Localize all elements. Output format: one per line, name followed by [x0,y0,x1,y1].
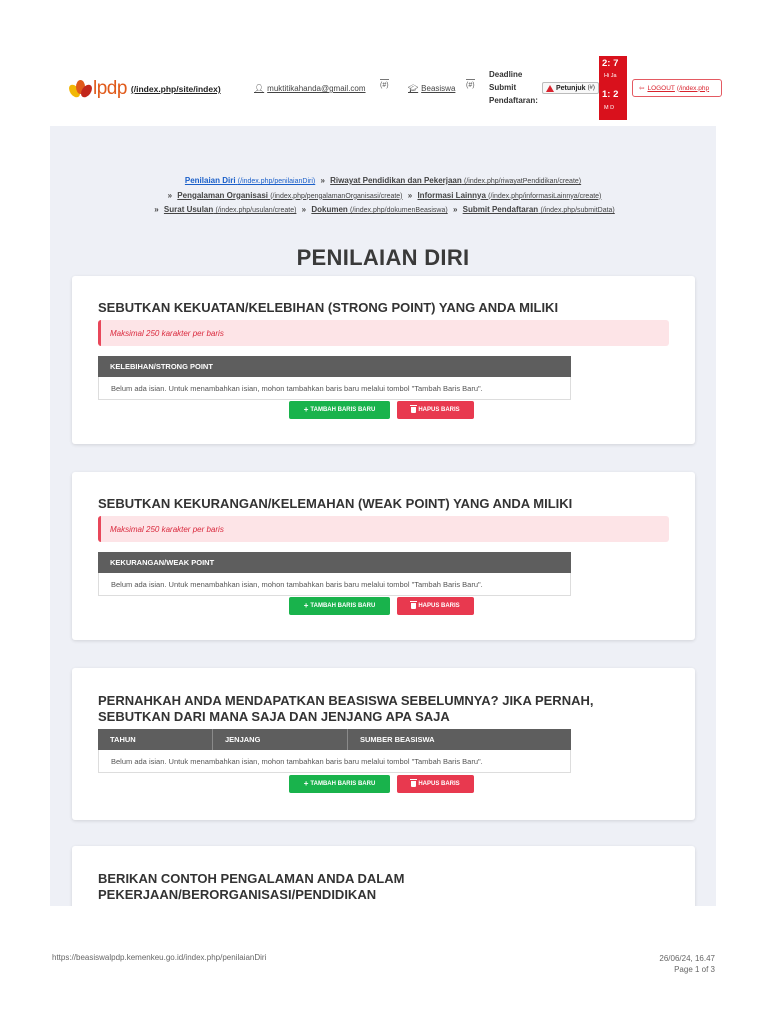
add-row-button[interactable]: + TAMBAH BARIS BARU [289,775,390,793]
delete-row-button[interactable]: HAPUS BARIS [397,401,474,419]
step-line-1 [50,174,716,189]
step-separator-icon: » [407,190,413,200]
section-card-previous-scholarship [72,668,695,820]
plus-icon: + [303,601,309,610]
step-surat-usulan[interactable]: Surat Usulan (/index.php/usulan/create) [163,205,297,214]
petunjuk-hash: (#) [587,85,595,91]
step-pengalaman-organisasi[interactable]: Pengalaman Organisasi (/index.php/pengalamanOrganisasi/create) [177,190,403,200]
step-penilaian-diri[interactable]: Penilaian Diri (/index.php/penilaianDiri) [184,176,316,185]
logo-url[interactable]: (/index.php/site/index) [130,84,221,94]
section-card-strong-point [72,276,695,444]
step-line-3 [50,203,716,218]
logout-button[interactable] [632,79,722,97]
delete-row-button[interactable]: HAPUS BARIS [397,775,474,793]
strong-point-table [98,356,571,400]
user-email[interactable]: muktitikahanda@gmail.com [267,84,366,93]
table-header [98,552,571,573]
plus-icon: + [303,779,309,788]
print-footer-meta [659,953,715,975]
step-navigation [50,174,716,218]
column-header: KELEBIHAN/STRONG POINT [110,362,213,371]
section-card-experience [72,846,695,906]
page-number: Page 1 of 3 [674,965,715,974]
section-title: SEBUTKAN KEKURANGAN/KELEMAHAN (WEAK POINT) YANG ANDA MILIKI [98,496,573,511]
weak-point-table [98,552,571,596]
lpdp-logo-link[interactable] [70,78,221,100]
column-header-sumber: SUMBER BEASISWA [360,735,435,744]
add-row-button[interactable]: + TAMBAH BARIS BARU [289,401,390,419]
deadline-line-2: Submit [489,83,517,92]
step-informasi-lainnya[interactable]: Informasi Lainnya (/index.php/informasiLainnya/create) [417,190,602,200]
table-header [98,356,571,377]
step-separator-icon: » [452,205,458,214]
beasiswa-menu-hash[interactable]: (#) [466,79,475,89]
trash-icon [411,781,416,787]
table-empty-row: Belum ada isian. Untuk menambahkan isian, mohon tambahkan baris baru melalui tombol "Tambah Baris Baru". [98,750,571,773]
add-row-button[interactable]: + TAMBAH BARIS BARU [289,597,390,615]
plus-icon: + [303,405,309,414]
step-separator-icon: » [320,176,325,185]
deadline-line-1: Deadline [489,70,523,79]
logout-icon: ⇦ [639,85,645,92]
beasiswa-label[interactable]: Beasiswa [421,84,456,93]
table-header [98,729,571,750]
user-menu-hash[interactable]: (#) [380,79,389,89]
table-actions [289,401,474,419]
print-date: 26/06/24, 16.47 [659,954,715,963]
column-header-tahun: TAHUN [98,729,213,750]
section-title: BERIKAN CONTOH PENGALAMAN ANDA DALAM PEKERJAAN/BERORGANISASI/PENDIDIKAN [98,871,405,902]
trash-icon [411,603,416,609]
main-content [50,126,716,906]
lpdp-logo-icon [70,80,92,98]
char-limit-alert: Maksimal 250 karakter per baris [98,516,669,542]
user-icon: 👤︎ [254,84,265,93]
print-footer-url: https://beasiswalpdp.kemenkeu.go.id/index.php/penilaianDiri [52,953,267,962]
column-header-jenjang: JENJANG [213,729,348,750]
top-navbar [50,50,716,126]
logout-label: LOGOUT [647,84,675,92]
deadline-label [489,68,538,107]
column-header: KEKURANGAN/WEAK POINT [110,558,215,567]
section-card-weak-point [72,472,695,640]
step-dokumen[interactable]: Dokumen (/index.php/dokumenBeasiswa) [311,205,448,214]
deadline-line-3: Pendaftaran: [489,96,538,105]
petunjuk-label: Petunjuk [556,84,586,92]
step-separator-icon: » [301,205,307,214]
previous-scholarship-table [98,729,571,773]
table-actions [289,597,474,615]
countdown-bottom-units: M D [604,105,615,111]
graduation-cap-icon: 🎓︎ [408,84,419,93]
logo-text: lpdp [93,78,127,99]
table-empty-row: Belum ada isian. Untuk menambahkan isian, mohon tambahkan baris baru melalui tombol "Tambah Baris Baru". [98,573,571,596]
step-separator-icon: » [167,190,173,200]
logout-url: (/index.php [676,84,710,92]
countdown-top-value: 2: 7 [602,58,619,69]
step-submit-pendaftaran[interactable]: Submit Pendaftaran (/index.php/submitData) [462,205,615,214]
step-riwayat-pendidikan[interactable]: Riwayat Pendidikan dan Pekerjaan (/index.php/riwayatPendidikan/create) [330,176,582,185]
beasiswa-menu[interactable] [408,84,455,93]
step-line-2 [50,189,716,204]
table-empty-row: Belum ada isian. Untuk menambahkan isian, mohon tambahkan baris baru melalui tombol "Tambah Baris Baru". [98,377,571,400]
section-title: SEBUTKAN KEKUATAN/KELEBIHAN (STRONG POINT) YANG ANDA MILIKI [98,300,559,315]
warning-icon [546,85,554,92]
char-limit-alert: Maksimal 250 karakter per baris [98,320,669,346]
deadline-countdown [599,56,627,120]
section-title: PERNAHKAH ANDA MENDAPATKAN BEASISWA SEBELUMNYA? JIKA PERNAH, SEBUTKAN DARI MANA SAJA DAN JENJANG APA SAJA [98,693,594,724]
countdown-top-units: Hi Ja [604,73,617,79]
trash-icon [411,407,416,413]
user-menu[interactable] [254,84,366,93]
page-title: PENILAIAN DIRI [296,245,470,270]
countdown-bottom-value: 1: 2 [602,89,619,100]
table-actions [289,775,474,793]
delete-row-button[interactable]: HAPUS BARIS [397,597,474,615]
petunjuk-button[interactable] [542,82,599,94]
step-separator-icon: » [154,205,159,214]
